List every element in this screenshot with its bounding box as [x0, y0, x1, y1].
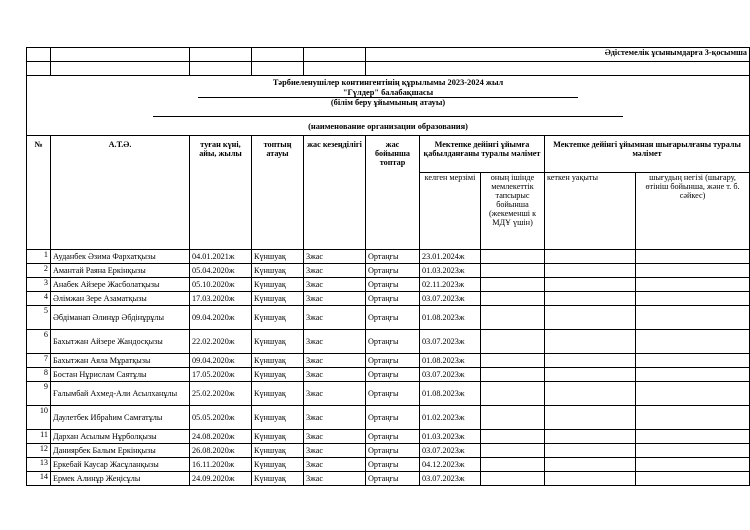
- row-departure-basis: [636, 353, 750, 367]
- row-arrival-date: 01.03.2023ж: [420, 263, 481, 277]
- row-group: Күншуақ: [252, 443, 304, 457]
- title-row: [27, 76, 750, 136]
- contingent-table: [26, 47, 750, 486]
- table-row: [27, 471, 750, 485]
- row-departure-basis: [636, 457, 750, 471]
- row-age-period: 3жас: [304, 305, 366, 329]
- row-group: Күншуақ: [252, 329, 304, 353]
- table-row: [27, 381, 750, 405]
- row-group: Күншуақ: [252, 305, 304, 329]
- header-state-order: оның ішінде мемлекеттік тапсырыс бойынша (жекеменші к МДҰ үшін): [481, 172, 545, 249]
- row-state-order: [481, 353, 545, 367]
- row-name: Бостан Нұрислам Саятұлы: [51, 367, 190, 381]
- row-departure-basis: [636, 277, 750, 291]
- row-group: Күншуақ: [252, 277, 304, 291]
- row-birth: 24.08.2020ж: [190, 429, 252, 443]
- row-age-period: 3жас: [304, 443, 366, 457]
- row-age-group: Ортаңғы: [366, 367, 420, 381]
- row-age-period: 3жас: [304, 249, 366, 263]
- row-departure-date: [545, 277, 636, 291]
- header-departure-basis: шығудың негізі (шығару, өтініш бойынша, және т. б. сәйкес): [636, 172, 750, 249]
- row-state-order: [481, 471, 545, 485]
- row-name: Анабек Айзере Жасболатқызы: [51, 277, 190, 291]
- row-departure-date: [545, 429, 636, 443]
- row-departure-date: [545, 367, 636, 381]
- row-state-order: [481, 329, 545, 353]
- header-departure-date: кеткен уақыты: [545, 172, 636, 249]
- row-arrival-date: 03.07.2023ж: [420, 291, 481, 305]
- row-departure-basis: [636, 263, 750, 277]
- row-birth: 24.09.2020ж: [190, 471, 252, 485]
- row-departure-date: [545, 305, 636, 329]
- row-group: Күншуақ: [252, 353, 304, 367]
- row-departure-date: [545, 457, 636, 471]
- row-birth: 16.11.2020ж: [190, 457, 252, 471]
- row-state-order: [481, 405, 545, 429]
- row-num: 3: [27, 277, 51, 291]
- row-departure-basis: [636, 429, 750, 443]
- row-name: Даниярбек Балым Еркінқызы: [51, 443, 190, 457]
- row-age-group: Ортаңғы: [366, 471, 420, 485]
- row-num: 9: [27, 381, 51, 405]
- row-group: Күншуақ: [252, 457, 304, 471]
- row-arrival-date: 01.03.2023ж: [420, 429, 481, 443]
- row-age-group: Ортаңғы: [366, 277, 420, 291]
- title-line-3: (білім беру ұйымының атауы): [330, 98, 446, 108]
- table-row: [27, 329, 750, 353]
- table-row: [27, 443, 750, 457]
- row-group: Күншуақ: [252, 381, 304, 405]
- row-departure-date: [545, 249, 636, 263]
- row-age-group: Ортаңғы: [366, 443, 420, 457]
- table-row: [27, 353, 750, 367]
- title-line-1: Тәрбиеленушілер контингентінің құрылымы 2023-2024 жыл: [272, 78, 504, 87]
- row-departure-basis: [636, 471, 750, 485]
- table-row: [27, 263, 750, 277]
- row-birth: 17.05.2020ж: [190, 367, 252, 381]
- row-birth: 25.02.2020ж: [190, 381, 252, 405]
- row-num: 10: [27, 405, 51, 429]
- row-departure-date: [545, 329, 636, 353]
- row-age-period: 3жас: [304, 263, 366, 277]
- header-num: №: [27, 135, 51, 249]
- row-departure-date: [545, 381, 636, 405]
- row-arrival-date: 01.02.2023ж: [420, 405, 481, 429]
- blank-underline: [153, 108, 623, 117]
- row-age-period: 3жас: [304, 457, 366, 471]
- row-state-order: [481, 277, 545, 291]
- title-line-2: "Гүлдер" балабақшасы: [198, 88, 578, 99]
- row-num: 13: [27, 457, 51, 471]
- row-age-group: Ортаңғы: [366, 329, 420, 353]
- table-row: [27, 367, 750, 381]
- header-row-1: [27, 135, 750, 172]
- appendix-label: Әдістемелік ұсынымдарға 3-қосымша: [366, 48, 750, 62]
- row-age-period: 3жас: [304, 471, 366, 485]
- row-arrival-date: 04.12.2023ж: [420, 457, 481, 471]
- row-name: Бахытжан Аяла Мұратқызы: [51, 353, 190, 367]
- row-age-period: 3жас: [304, 405, 366, 429]
- header-group: топтың атауы: [252, 135, 304, 249]
- row-arrival-date: 03.07.2023ж: [420, 329, 481, 353]
- data-rows: [27, 249, 750, 485]
- title-block: [27, 76, 750, 136]
- row-name: Даулетбек Ибраһим Самғатұлы: [51, 405, 190, 429]
- row-age-group: Ортаңғы: [366, 263, 420, 277]
- row-age-period: 3жас: [304, 353, 366, 367]
- row-departure-basis: [636, 329, 750, 353]
- row-num: 14: [27, 471, 51, 485]
- header-name: А.Т.Ә.: [51, 135, 190, 249]
- row-state-order: [481, 381, 545, 405]
- row-state-order: [481, 443, 545, 457]
- row-departure-date: [545, 443, 636, 457]
- row-name: Амантай Раяна Еркінқызы: [51, 263, 190, 277]
- row-group: Күншуақ: [252, 367, 304, 381]
- row-departure-basis: [636, 291, 750, 305]
- row-age-period: 3жас: [304, 277, 366, 291]
- row-departure-date: [545, 263, 636, 277]
- row-age-group: Ортаңғы: [366, 353, 420, 367]
- table-row: [27, 277, 750, 291]
- row-num: 6: [27, 329, 51, 353]
- row-group: Күншуақ: [252, 429, 304, 443]
- row-departure-basis: [636, 381, 750, 405]
- header-arrival-date: келген мерзімі: [420, 172, 481, 249]
- row-departure-date: [545, 353, 636, 367]
- row-birth: 26.08.2020ж: [190, 443, 252, 457]
- row-name: Ғалымбай Ахмед-Али Асылханұлы: [51, 381, 190, 405]
- row-age-group: Ортаңғы: [366, 405, 420, 429]
- row-departure-basis: [636, 249, 750, 263]
- row-num: 4: [27, 291, 51, 305]
- row-departure-basis: [636, 405, 750, 429]
- row-arrival-date: 01.08.2023ж: [420, 305, 481, 329]
- header-leaving: Мектепке дейінгі ұйымнан шығарылғаны туралы мәлімет: [545, 135, 750, 172]
- row-age-group: Ортаңғы: [366, 381, 420, 405]
- row-state-order: [481, 457, 545, 471]
- row-num: 1: [27, 249, 51, 263]
- row-age-group: Ортаңғы: [366, 249, 420, 263]
- table-row: [27, 457, 750, 471]
- row-group: Күншуақ: [252, 405, 304, 429]
- row-age-period: 3жас: [304, 291, 366, 305]
- header-age-period: жас кезеңділігі: [304, 135, 366, 249]
- row-birth: 22.02.2020ж: [190, 329, 252, 353]
- table-row: [27, 305, 750, 329]
- table-row: [27, 249, 750, 263]
- top-empty-row: [27, 48, 750, 62]
- row-birth: 09.04.2020ж: [190, 353, 252, 367]
- row-departure-date: [545, 471, 636, 485]
- row-birth: 09.04.2020ж: [190, 305, 252, 329]
- row-group: Күншуақ: [252, 263, 304, 277]
- row-name: Ауданбек Әзима Фархатқызы: [51, 249, 190, 263]
- row-state-order: [481, 429, 545, 443]
- row-name: Бахытжан Айзере Жандосқызы: [51, 329, 190, 353]
- row-arrival-date: 23.01.2024ж: [420, 249, 481, 263]
- row-birth: 05.04.2020ж: [190, 263, 252, 277]
- row-name: Әлімжан Зере Азаматқызы: [51, 291, 190, 305]
- header-age-groups: жас бойынша топтар: [366, 135, 420, 249]
- row-state-order: [481, 249, 545, 263]
- row-birth: 05.10.2020ж: [190, 277, 252, 291]
- table-row: [27, 429, 750, 443]
- row-num: 8: [27, 367, 51, 381]
- table-row: [27, 405, 750, 429]
- row-arrival-date: 02.11.2023ж: [420, 277, 481, 291]
- spacer-row: [27, 62, 750, 76]
- header-birth: туған күні, айы, жылы: [190, 135, 252, 249]
- row-group: Күншуақ: [252, 471, 304, 485]
- row-num: 11: [27, 429, 51, 443]
- row-group: Күншуақ: [252, 291, 304, 305]
- row-group: Күншуақ: [252, 249, 304, 263]
- row-num: 12: [27, 443, 51, 457]
- row-name: Еркебай Каусар Жасұланқызы: [51, 457, 190, 471]
- row-num: 2: [27, 263, 51, 277]
- row-birth: 04.01.2021ж: [190, 249, 252, 263]
- row-birth: 17.03.2020ж: [190, 291, 252, 305]
- row-age-group: Ортаңғы: [366, 429, 420, 443]
- row-birth: 05.05.2020ж: [190, 405, 252, 429]
- row-num: 5: [27, 305, 51, 329]
- row-num: 7: [27, 353, 51, 367]
- document-sheet: [26, 47, 749, 486]
- row-departure-basis: [636, 305, 750, 329]
- row-age-group: Ортаңғы: [366, 305, 420, 329]
- row-state-order: [481, 263, 545, 277]
- row-age-group: Ортаңғы: [366, 457, 420, 471]
- row-name: Дархан Асылым Нұрболқызы: [51, 429, 190, 443]
- row-age-group: Ортаңғы: [366, 291, 420, 305]
- row-arrival-date: 01.08.2023ж: [420, 353, 481, 367]
- row-age-period: 3жас: [304, 429, 366, 443]
- row-state-order: [481, 305, 545, 329]
- row-departure-basis: [636, 443, 750, 457]
- row-name: Әбдіманап Әлинұр Әбдінұрұлы: [51, 305, 190, 329]
- row-departure-basis: [636, 367, 750, 381]
- row-age-period: 3жас: [304, 329, 366, 353]
- row-state-order: [481, 367, 545, 381]
- row-arrival-date: 03.07.2023ж: [420, 367, 481, 381]
- row-age-period: 3жас: [304, 381, 366, 405]
- table-row: [27, 291, 750, 305]
- row-name: Ермек Алинұр Жеңісұлы: [51, 471, 190, 485]
- row-departure-date: [545, 405, 636, 429]
- row-state-order: [481, 291, 545, 305]
- row-arrival-date: 03.07.2023ж: [420, 443, 481, 457]
- row-age-period: 3жас: [304, 367, 366, 381]
- row-arrival-date: 01.08.2023ж: [420, 381, 481, 405]
- title-line-4: (наименование организации образования): [308, 122, 468, 132]
- row-arrival-date: 03.07.2023ж: [420, 471, 481, 485]
- row-departure-date: [545, 291, 636, 305]
- header-admitted: Мектепке дейінгі ұйымға қабылданғаны туралы мәлімет: [420, 135, 545, 172]
